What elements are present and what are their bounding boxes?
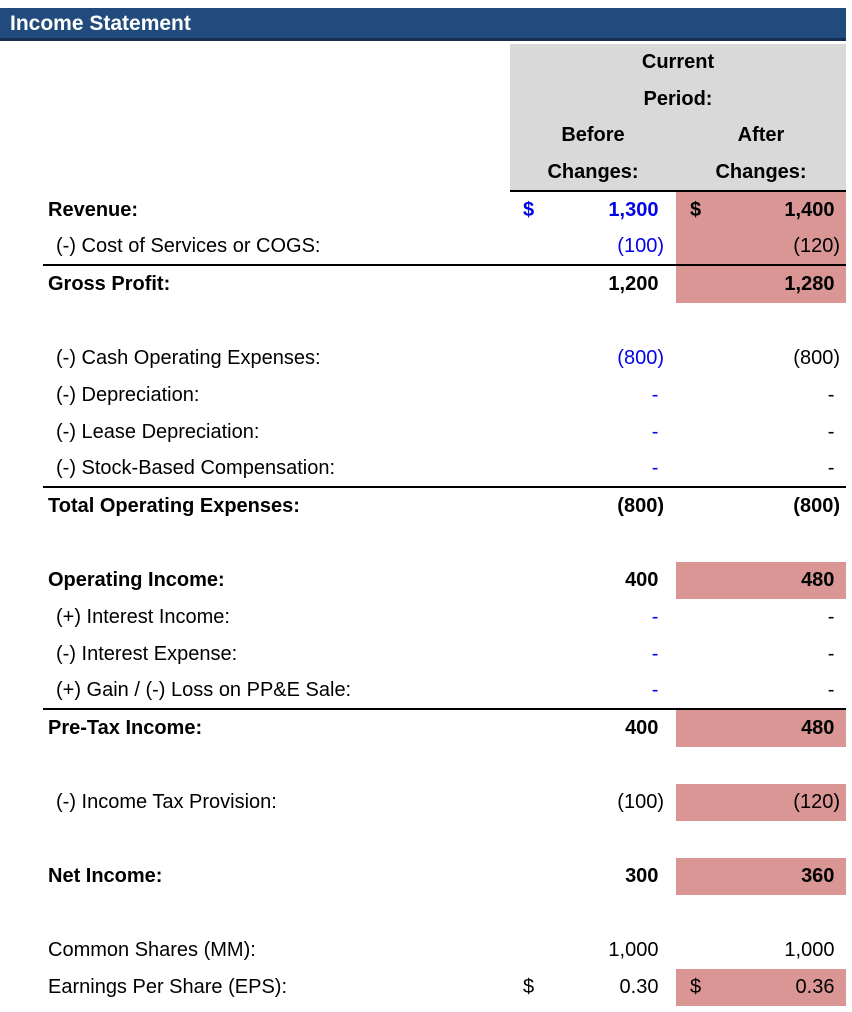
cell-value: 0.36 xyxy=(795,976,840,998)
cell-value: 400 xyxy=(625,569,664,591)
cell-value: (800) xyxy=(617,495,664,517)
row-cost-of-services xyxy=(43,229,846,266)
cell-value: 480 xyxy=(801,569,840,591)
cell-value: (100) xyxy=(617,791,664,813)
cell-value: 0.30 xyxy=(619,976,664,998)
row-cash-operating-expenses xyxy=(43,340,846,377)
header-before-line1: Before xyxy=(561,124,625,146)
row-interest-income xyxy=(43,599,846,636)
before-value-cell[interactable] xyxy=(510,377,676,414)
row-label: (+) Interest Income: xyxy=(56,606,230,628)
header-current: Current xyxy=(641,51,715,73)
after-value-cell[interactable] xyxy=(676,932,846,969)
row-gain-loss-ppe-sale xyxy=(43,673,846,710)
after-value-cell[interactable] xyxy=(676,414,846,451)
cell-value: - xyxy=(651,679,664,701)
row-income-tax-provision xyxy=(43,784,846,821)
row-label: Gross Profit: xyxy=(48,273,171,295)
row-label: (-) Cost of Services or COGS: xyxy=(56,235,321,257)
column-header-block xyxy=(510,44,846,192)
before-value-cell[interactable] xyxy=(510,932,676,969)
cell-value: - xyxy=(651,457,664,479)
row-label: Common Shares (MM): xyxy=(48,939,256,961)
after-value-cell[interactable] xyxy=(676,969,846,1006)
row-earnings-per-share xyxy=(43,969,846,1006)
after-value-cell[interactable] xyxy=(676,340,846,377)
row-net-income xyxy=(43,858,846,895)
row-label: Earnings Per Share (EPS): xyxy=(48,976,287,998)
cell-value: - xyxy=(827,421,840,443)
cell-value: 1,200 xyxy=(608,273,664,295)
cell-value: - xyxy=(651,643,664,665)
currency-symbol: $ xyxy=(690,976,702,998)
row-label: (-) Lease Depreciation: xyxy=(56,421,260,443)
row-depreciation xyxy=(43,377,846,414)
after-value-cell[interactable] xyxy=(676,784,846,821)
cell-value: 400 xyxy=(625,717,664,739)
row-common-shares xyxy=(43,932,846,969)
before-value-cell[interactable] xyxy=(510,858,676,895)
before-value-cell[interactable] xyxy=(510,673,676,708)
cell-value: - xyxy=(827,679,840,701)
cell-value: - xyxy=(827,384,840,406)
cell-value: 480 xyxy=(801,717,840,739)
before-value-cell[interactable] xyxy=(510,710,676,747)
cell-value: - xyxy=(827,606,840,628)
before-value-cell[interactable] xyxy=(510,636,676,673)
row-label: (-) Income Tax Provision: xyxy=(56,791,277,813)
header-before-line2: Changes: xyxy=(547,160,639,183)
after-value-cell[interactable] xyxy=(676,266,846,303)
spacer-row xyxy=(43,747,846,784)
after-value-cell[interactable] xyxy=(676,673,846,708)
row-gross-profit xyxy=(43,266,846,303)
currency-symbol: $ xyxy=(690,199,702,221)
spacer-row xyxy=(43,821,846,858)
cell-value: 1,000 xyxy=(608,939,664,961)
sheet-title-bar xyxy=(0,8,846,41)
sheet-title: Income Statement xyxy=(10,12,191,35)
after-value-cell[interactable] xyxy=(676,377,846,414)
before-value-cell[interactable] xyxy=(510,192,676,229)
after-value-cell[interactable] xyxy=(676,229,846,264)
row-label: Operating Income: xyxy=(48,569,225,591)
currency-symbol: $ xyxy=(523,199,535,221)
row-lease-depreciation xyxy=(43,414,846,451)
cell-value: 360 xyxy=(801,865,840,887)
row-label: Revenue: xyxy=(48,199,139,221)
row-label: Net Income: xyxy=(48,865,163,887)
cell-value: - xyxy=(651,384,664,406)
before-value-cell[interactable] xyxy=(510,562,676,599)
before-value-cell[interactable] xyxy=(510,488,676,525)
cell-value: (120) xyxy=(793,235,840,257)
after-value-cell[interactable] xyxy=(676,488,846,525)
row-revenue xyxy=(43,192,846,229)
row-label: (-) Interest Expense: xyxy=(56,643,238,665)
cell-value: (120) xyxy=(793,791,840,813)
cell-value: - xyxy=(827,643,840,665)
spacer-row xyxy=(43,525,846,562)
row-label: (-) Cash Operating Expenses: xyxy=(56,347,321,369)
row-pre-tax-income xyxy=(43,710,846,747)
spacer-row xyxy=(43,895,846,932)
row-total-operating-expenses xyxy=(43,488,846,525)
row-label: Pre-Tax Income: xyxy=(48,717,203,739)
before-value-cell[interactable] xyxy=(510,414,676,451)
income-statement-rows xyxy=(0,192,852,1006)
row-label: (-) Depreciation: xyxy=(56,384,200,406)
cell-value: (800) xyxy=(793,347,840,369)
header-period: Period: xyxy=(643,87,713,110)
cell-value: 1,300 xyxy=(608,199,664,221)
after-value-cell[interactable] xyxy=(676,636,846,673)
before-value-cell[interactable] xyxy=(510,969,676,1006)
row-label: (+) Gain / (-) Loss on PP&E Sale: xyxy=(56,679,352,701)
cell-value: 1,000 xyxy=(784,939,840,961)
after-value-cell[interactable] xyxy=(676,451,846,486)
before-value-cell[interactable] xyxy=(510,266,676,303)
header-after-line2: Changes: xyxy=(715,160,807,183)
cell-value: (800) xyxy=(617,347,664,369)
after-value-cell[interactable] xyxy=(676,192,846,229)
cell-value: 1,400 xyxy=(784,199,840,221)
cell-value: 300 xyxy=(625,865,664,887)
cell-value: - xyxy=(827,457,840,479)
before-value-cell[interactable] xyxy=(510,340,676,377)
after-value-cell[interactable] xyxy=(676,858,846,895)
spacer-row xyxy=(43,303,846,340)
row-interest-expense xyxy=(43,636,846,673)
cell-value: - xyxy=(651,421,664,443)
before-value-cell[interactable] xyxy=(510,784,676,821)
before-value-cell[interactable] xyxy=(510,229,676,264)
row-label: (-) Stock-Based Compensation: xyxy=(56,457,336,479)
before-value-cell[interactable] xyxy=(510,451,676,486)
row-operating-income xyxy=(43,562,846,599)
cell-value: (800) xyxy=(793,495,840,517)
row-stock-based-compensation xyxy=(43,451,846,488)
before-value-cell[interactable] xyxy=(510,599,676,636)
after-value-cell[interactable] xyxy=(676,710,846,747)
header-after-line1: After xyxy=(737,124,785,146)
cell-value: - xyxy=(651,606,664,628)
currency-symbol: $ xyxy=(523,976,535,998)
after-value-cell[interactable] xyxy=(676,599,846,636)
cell-value: (100) xyxy=(617,235,664,257)
cell-value: 1,280 xyxy=(784,273,840,295)
row-label: Total Operating Expenses: xyxy=(48,495,300,517)
after-value-cell[interactable] xyxy=(676,562,846,599)
